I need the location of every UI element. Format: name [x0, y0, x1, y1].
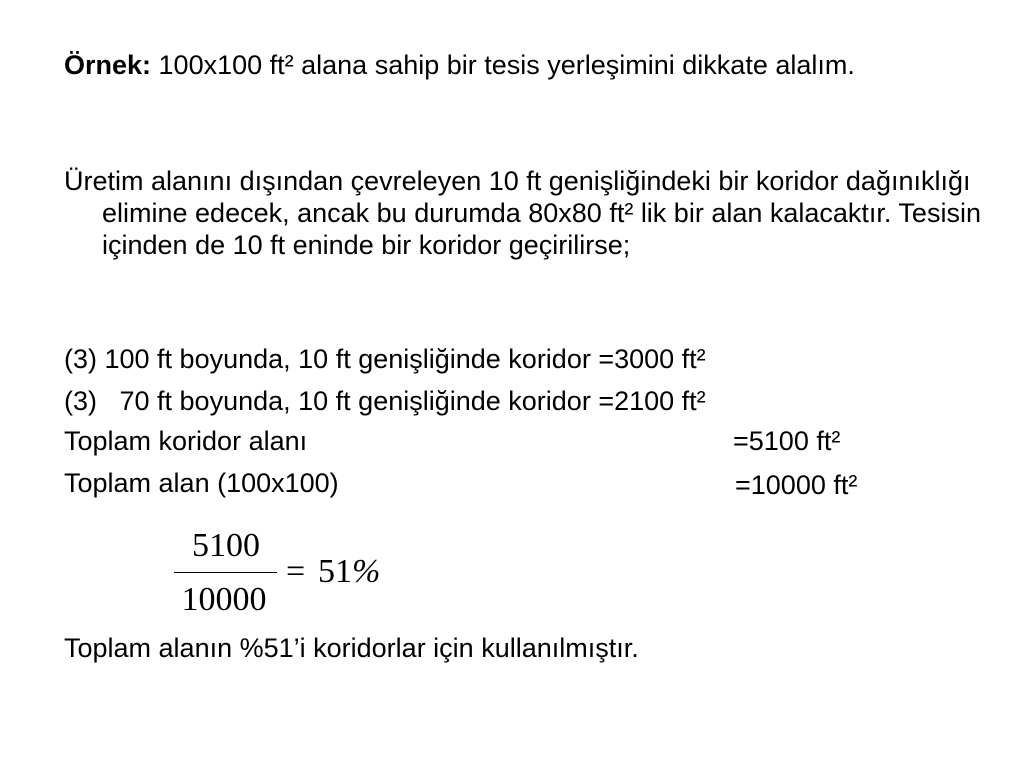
formula-equals: =	[286, 553, 306, 590]
total-area-label: Toplam alan (100x100)	[64, 468, 339, 498]
corridor-line-2: (3) 70 ft boyunda, 10 ft genişliğinde koridor =2100 ft²	[64, 386, 706, 416]
example-paragraph	[64, 49, 1002, 81]
formula-result-symbol: %	[352, 553, 381, 590]
corridor-line-1: (3) 100 ft boyunda, 10 ft genişliğinde koridor =3000 ft²	[64, 344, 706, 374]
fraction-bar	[174, 572, 277, 573]
formula-result	[318, 553, 380, 591]
formula-denominator: 10000	[181, 581, 267, 618]
corridor-paragraph: Üretim alanını dışından çevreleyen 10 ft genişliğindeki bir koridor dağınıklığı elimine edecek, ancak bu durumda 80x80 ft² lik bir alan kalacaktır. Tesisin içinden de 10 ft eninde bir koridor geçirilirse;	[64, 166, 981, 260]
total-area-value: =10000 ft²	[735, 470, 858, 500]
conclusion-text: Toplam alanın %51’i koridorlar için kullanılmıştır.	[64, 633, 639, 663]
formula-numerator: 5100	[192, 527, 260, 564]
total-corridor-label: Toplam koridor alanı	[64, 426, 308, 456]
ratio-formula	[168, 527, 393, 622]
formula-result-number: 51	[318, 553, 352, 590]
example-text: 100x100 ft² alana sahip bir tesis yerleşimini dikkate alalım.	[151, 50, 855, 80]
example-label: Örnek:	[64, 50, 152, 80]
total-corridor-value: =5100 ft²	[733, 426, 841, 456]
